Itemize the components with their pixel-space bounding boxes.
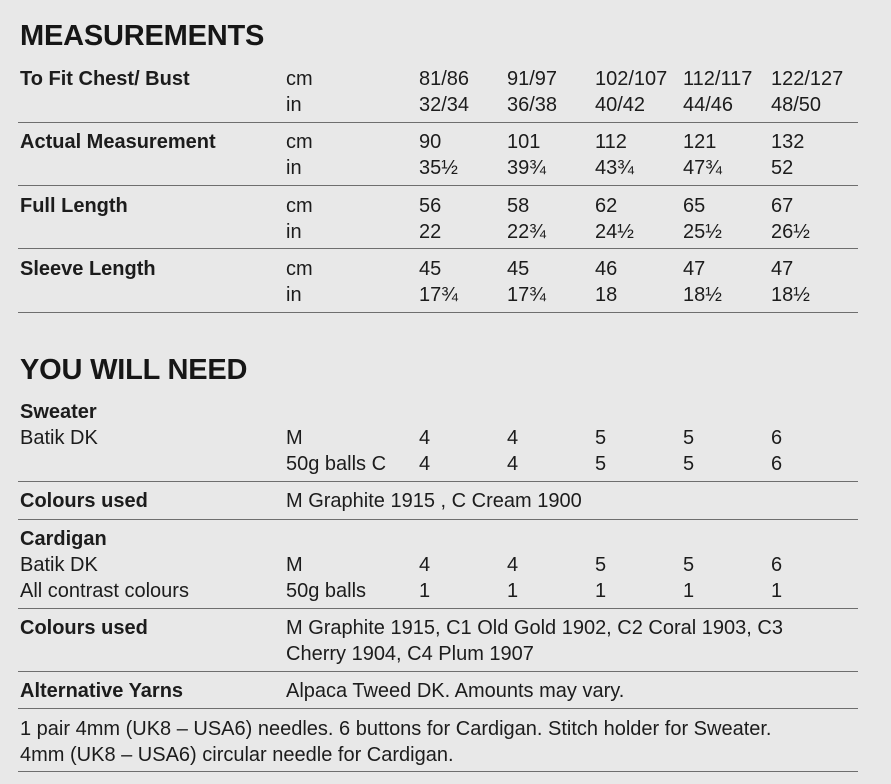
divider [18,312,858,313]
notes-line1: 1 pair 4mm (UK8 – USA6) needles. 6 buttons for Cardigan. Stitch holder for Sweater. [20,718,772,740]
unit-cm: cm [286,195,313,217]
cardigan-colours-label: Colours used [20,617,148,639]
cardigan-contrast-value: 1 [419,580,431,602]
size-cm-value: 102/107 [595,68,668,90]
actual-in-value: 52 [771,157,794,179]
divider [18,708,858,709]
sweater-colours-label: Colours used [20,490,148,512]
sleeve-in-value: 17¾ [419,284,458,306]
unit-in: in [286,284,302,306]
cardigan-contrast-value: 1 [683,580,695,602]
actual-cm-value: 90 [419,131,442,153]
cardigan-title: Cardigan [20,528,107,550]
sweater-m-value: 5 [595,427,607,449]
size-in-value: 32/34 [419,94,470,116]
size-in-value: 40/42 [595,94,646,116]
sweater-c-value: 5 [683,453,695,475]
unit-cm: cm [286,131,313,153]
divider [18,481,858,482]
row-label-sleeve-length: Sleeve Length [20,258,156,280]
you-will-need-heading: YOU WILL NEED [20,354,248,386]
actual-cm-value: 112 [595,131,627,153]
sleeve-cm-value: 47 [683,258,706,280]
length-cm-value: 62 [595,195,618,217]
cardigan-colours-line2: Cherry 1904, C4 Plum 1907 [286,643,534,665]
row-label-actual: Actual Measurement [20,131,216,153]
length-in-value: 24½ [595,221,634,243]
divider [18,519,858,520]
length-cm-value: 65 [683,195,706,217]
divider [18,185,858,186]
cardigan-m-value: 6 [771,554,783,576]
length-in-value: 22 [419,221,442,243]
cardigan-contrast-value: 1 [595,580,607,602]
sweater-colours-text: M Graphite 1915 , C Cream 1900 [286,490,582,512]
sleeve-cm-value: 47 [771,258,794,280]
cardigan-m-value: 4 [419,554,431,576]
cardigan-yarn: Batik DK [20,554,98,576]
sweater-yarn: Batik DK [20,427,98,449]
cardigan-unit-balls: 50g balls [286,580,367,602]
sweater-c-value: 4 [419,453,431,475]
sleeve-in-value: 18½ [771,284,810,306]
sweater-title: Sweater [20,401,97,423]
size-in-value: 48/50 [771,94,822,116]
actual-in-value: 47¾ [683,157,722,179]
sleeve-in-value: 18½ [683,284,722,306]
cardigan-unit-m: M [286,554,303,576]
sweater-c-value: 4 [507,453,519,475]
cardigan-m-value: 4 [507,554,519,576]
size-cm-value: 122/127 [771,68,844,90]
divider [18,771,858,772]
size-in-value: 44/46 [683,94,734,116]
unit-cm: cm [286,258,313,280]
length-cm-value: 56 [419,195,442,217]
sweater-c-value: 5 [595,453,607,475]
size-cm-value: 91/97 [507,68,558,90]
sweater-c-value: 6 [771,453,783,475]
sleeve-in-value: 17¾ [507,284,546,306]
cardigan-contrast-value: 1 [771,580,783,602]
unit-in: in [286,157,302,179]
measurements-heading: MEASUREMENTS [20,20,265,52]
sleeve-cm-value: 45 [507,258,530,280]
actual-cm-value: 121 [683,131,717,153]
size-cm-value: 81/86 [419,68,470,90]
sleeve-cm-value: 45 [419,258,442,280]
sweater-m-value: 5 [683,427,695,449]
divider [18,608,858,609]
unit-in: in [286,221,302,243]
divider [18,248,858,249]
cardigan-contrast-value: 1 [507,580,519,602]
length-cm-value: 58 [507,195,530,217]
notes-line2: 4mm (UK8 – USA6) circular needle for Cardigan. [20,744,454,766]
length-in-value: 26½ [771,221,810,243]
length-in-value: 22¾ [507,221,546,243]
sweater-m-value: 4 [419,427,431,449]
length-cm-value: 67 [771,195,794,217]
sleeve-cm-value: 46 [595,258,618,280]
unit-in: in [286,94,302,116]
cardigan-m-value: 5 [683,554,695,576]
sweater-unit-m: M [286,427,303,449]
actual-in-value: 39¾ [507,157,546,179]
sweater-m-value: 4 [507,427,519,449]
actual-in-value: 35½ [419,157,458,179]
row-label-chest: To Fit Chest/ Bust [20,68,190,90]
cardigan-contrast-label: All contrast colours [20,580,189,602]
cardigan-colours-line1: M Graphite 1915, C1 Old Gold 1902, C2 Coral 1903, C3 [286,617,783,639]
unit-cm: cm [286,68,313,90]
actual-in-value: 43¾ [595,157,634,179]
cardigan-m-value: 5 [595,554,607,576]
alternative-yarns-text: Alpaca Tweed DK. Amounts may vary. [286,680,625,702]
sweater-m-value: 6 [771,427,783,449]
length-in-value: 25½ [683,221,722,243]
size-in-value: 36/38 [507,94,558,116]
actual-cm-value: 101 [507,131,541,153]
size-cm-value: 112/117 [683,68,753,90]
row-label-full-length: Full Length [20,195,128,217]
actual-cm-value: 132 [771,131,805,153]
sweater-unit-c: 50g balls C [286,453,387,475]
alternative-yarns-label: Alternative Yarns [20,680,184,702]
divider [18,671,858,672]
divider [18,122,858,123]
sleeve-in-value: 18 [595,284,618,306]
